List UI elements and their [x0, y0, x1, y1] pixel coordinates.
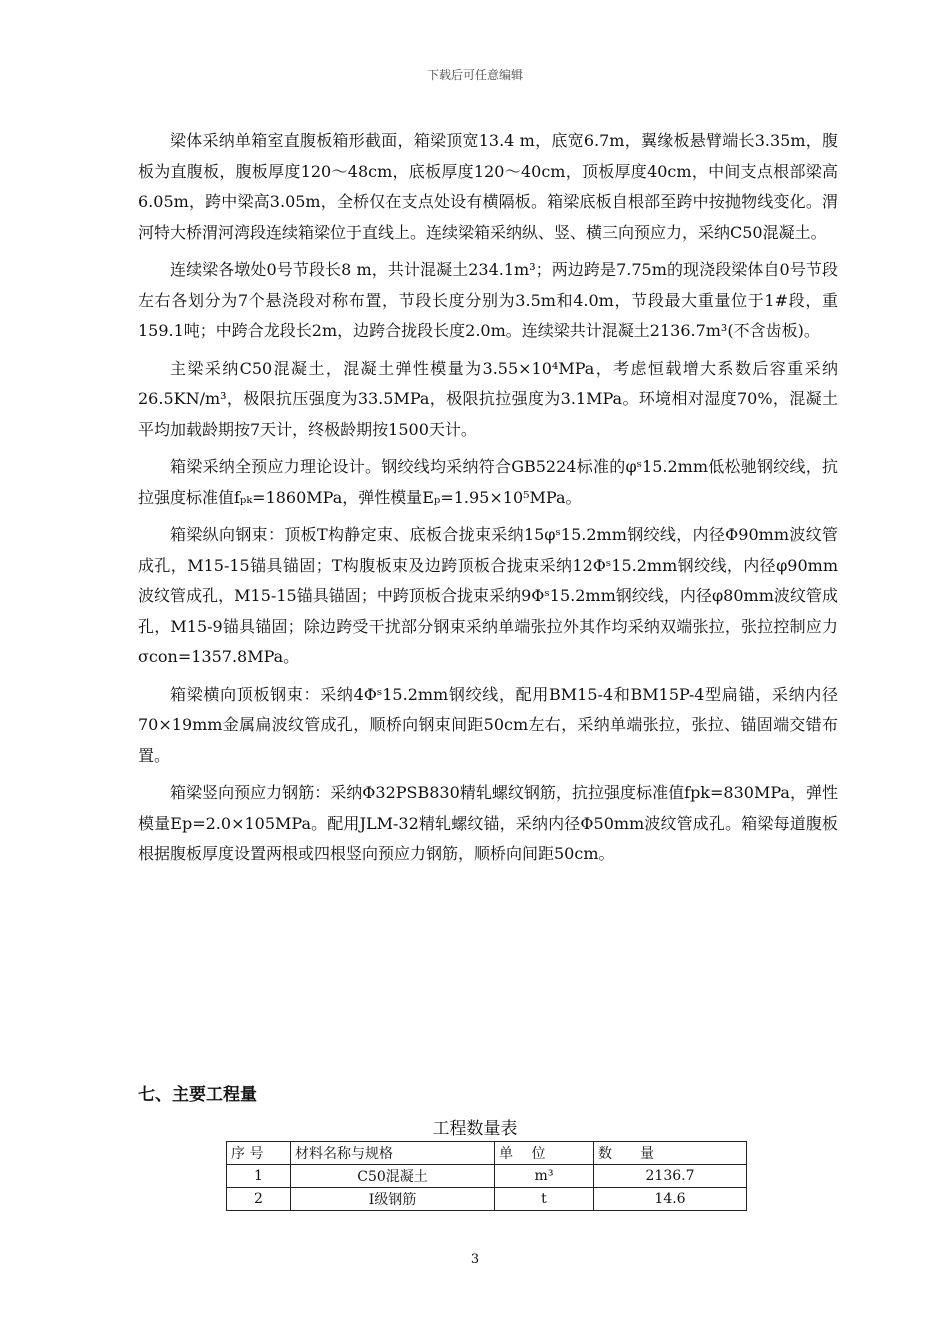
- paragraph: 箱梁纵向钢束：顶板T构静定束、底板合拢束采纳15φˢ15.2mm钢绞线，内径Φ90mm波纹管成孔，M15-15锚具锚固；T构腹板束及边跨顶板合拢束采纳12Φˢ15.2mm钢绞线，内径φ90mm波纹管成孔，M15-15锚具锚固；中跨顶板合拢束采纳9Φˢ15.2mm钢绞线，内径φ80mm波纹管成孔，M15-9锚具锚固；除边跨受干扰部分钢束采纳单端张拉外其作均采纳双端张拉，张拉控制应力σcon=1357.8MPa。: [138, 525, 838, 666]
- table-header-cell: 数 量: [594, 1142, 747, 1165]
- body-text: [138, 126, 838, 877]
- table-cell: 1: [227, 1165, 291, 1188]
- table-row: [227, 1188, 747, 1211]
- table-caption: 工程数量表: [432, 1119, 518, 1139]
- paragraph: 箱梁采纳全预应力理论设计。钢绞线均采纳符合GB5224标准的φˢ15.2mm低松驰钢绞线，抗拉强度标准值fₚₖ=1860MPa，弹性模量Eₚ=1.95×10⁵MPa。: [138, 457, 838, 507]
- table-header-cell: 序 号: [227, 1142, 291, 1165]
- paragraph: 箱梁竖向预应力钢筋：采纳Φ32PSB830精轧螺纹钢筋，抗拉强度标准值fpk=830MPa，弹性模量Ep=2.0×105MPa。配用JLM-32精轧螺纹锚，采纳内径Φ50mm波纹管成孔。箱梁每道腹板根据腹板厚度设置两根或四根竖向预应力钢筋，顺桥向间距50cm。: [138, 783, 838, 863]
- table-cell: I级钢筋: [291, 1188, 495, 1211]
- table-header-cell: 材料名称与规格: [291, 1142, 495, 1165]
- table-cell: C50混凝土: [291, 1165, 495, 1188]
- quantity-table: [226, 1141, 747, 1211]
- table-cell: 14.6: [594, 1188, 747, 1211]
- table-header-cell: 单 位: [495, 1142, 594, 1165]
- page-header: 下载后可任意编辑: [426, 68, 523, 82]
- paragraph: 主梁采纳C50混凝土，混凝土弹性模量为3.55×10⁴MPa，考虑恒载增大系数后容重采纳26.5KN/m³，极限抗压强度为33.5MPa，极限抗拉强度为3.1MPa。环境相对湿度70%，混凝土平均加载龄期按7天计，终极龄期按1500天计。: [138, 358, 838, 439]
- table-cell: m³: [495, 1165, 594, 1188]
- section-title: 七、主要工程量: [138, 1085, 257, 1105]
- table-cell: t: [495, 1188, 594, 1211]
- paragraph: 箱梁横向顶板钢束：采纳4Φˢ15.2mm钢绞线，配用BM15-4和BM15P-4型扁锚，采纳内径70×19mm金属扁波纹管成孔，顺桥向钢束间距50cm左右，采纳单端张拉，张拉、锚固端交错布置。: [138, 684, 838, 765]
- paragraph: 梁体采纳单箱室直腹板箱形截面，箱梁顶宽13.4 m，底宽6.7m，翼缘板悬臂端长3.35m，腹板为直腹板，腹板厚度120～48cm，底板厚度120～40cm，顶板厚度40cm，中间支点根部梁高6.05m，跨中梁高3.05m，全桥仅在支点处设有横隔板。箱梁底板自根部至跨中按抛物线变化。渭河特大桥渭河湾段连续箱梁位于直线上。连续梁箱采纳纵、竖、横三向预应力，采纳C50混凝土。: [138, 131, 838, 242]
- table-header-row: [227, 1142, 747, 1165]
- table-cell: 2: [227, 1188, 291, 1211]
- paragraph: 连续梁各墩处0号节段长8 m，共计混凝土234.1m³；两边跨是7.75m的现浇段梁体自0号节段左右各划分为7个悬浇段对称布置，节段长度分别为3.5m和4.0m，节段最大重量位于1#段，重159.1吨；中跨合龙段长2m，边跨合拢段长度2.0m。连续梁共计混凝土2136.7m³(不含齿板)。: [138, 260, 838, 340]
- table-cell: 2136.7: [594, 1165, 747, 1188]
- page-number: 3: [470, 1252, 480, 1267]
- table-row: [227, 1165, 747, 1188]
